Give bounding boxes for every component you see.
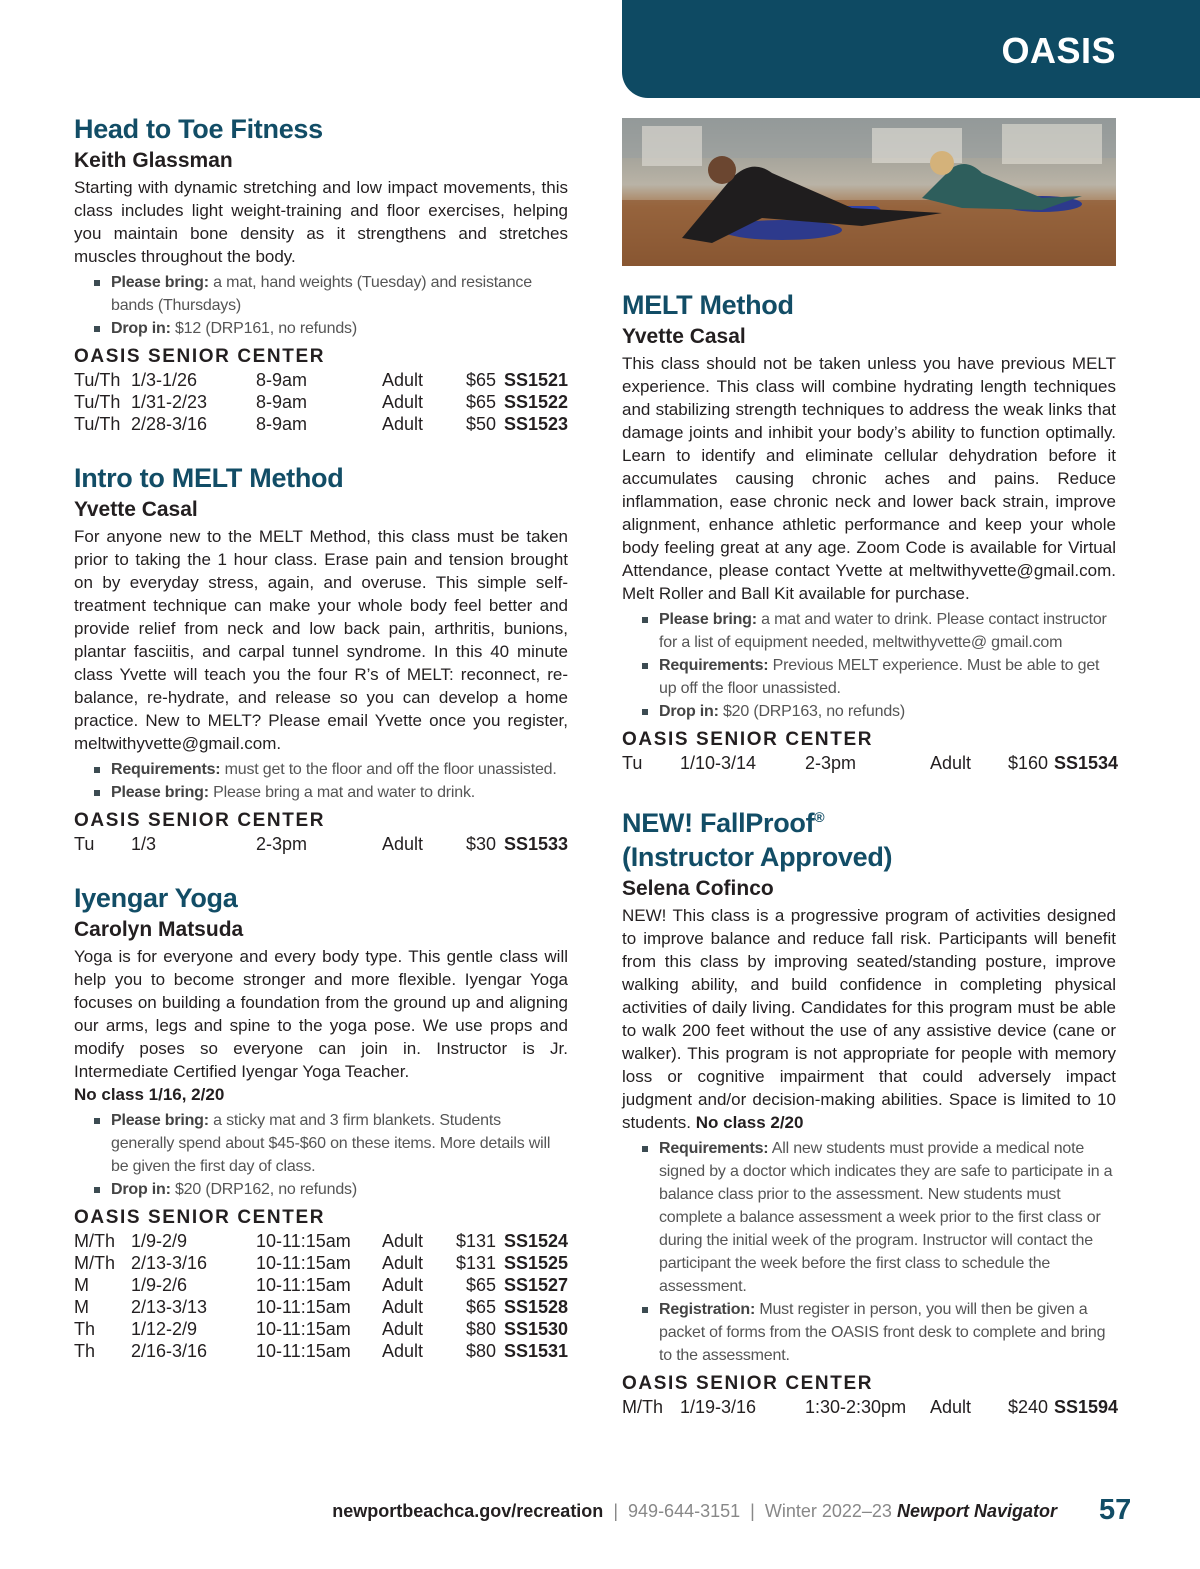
class-title: Intro to MELT Method <box>74 463 344 493</box>
bullet-item <box>659 1298 1116 1367</box>
dates-cell: 2/13-3/16 <box>131 1253 208 1273</box>
course-code-cell: SS1533 <box>503 834 568 854</box>
bullet-text: Please bring a mat and water to drink. <box>208 784 476 801</box>
description-text: NEW! This class is a progressive program of activities designed to improve balance and reduce fall risk. Participants will benefit from this class by improving seated/standing posture, improve walking ability, and build confidence in completing physical activities of daily living. Candidates for this program must be able to walk 200 feet without the use of any assistive device (cane or walker). This program is not appropriate for people with memory loss or cognitive impairment that could adversely impact judgment and/or decision-making abilities. Space is limited to 10 students. <box>622 906 1116 1132</box>
course-code-cell: SS1594 <box>1054 1397 1119 1417</box>
class-photo <box>622 118 1116 266</box>
page-number: 57 <box>1099 1494 1132 1526</box>
bullet-label: Please bring: <box>111 784 209 801</box>
course-code-cell: SS1522 <box>503 392 568 412</box>
no-class-note: No class 2/20 <box>695 1113 804 1132</box>
time-cell: 10-11:15am <box>256 1275 351 1295</box>
schedule-table <box>74 833 568 855</box>
bullet-label: Please bring: <box>111 1112 209 1129</box>
time-cell: 10-11:15am <box>256 1253 351 1273</box>
age-cell: Adult <box>382 1275 424 1295</box>
price-cell: $65 <box>465 370 496 390</box>
bullet-label: Drop in: <box>111 1181 171 1198</box>
instructor-name: Carolyn Matsuda <box>74 918 244 941</box>
day-cell: M/Th <box>74 1231 116 1251</box>
bullet-text: $12 (DRP161, no refunds) <box>170 320 357 337</box>
bullet-text: a mat, hand weights (Tuesday) and resistance bands (Thursdays) <box>111 274 532 314</box>
bullet-label: Drop in: <box>111 320 171 337</box>
price-cell: $80 <box>465 1341 496 1361</box>
page-footer <box>0 1498 1057 1524</box>
dates-cell: 1/12-2/9 <box>131 1319 198 1339</box>
schedule-row <box>74 1318 568 1340</box>
age-cell: Adult <box>382 1253 424 1273</box>
price-cell: $50 <box>465 414 496 434</box>
price-cell: $30 <box>465 834 496 854</box>
details-list <box>74 271 568 340</box>
course-code-cell: SS1525 <box>503 1253 568 1273</box>
course-code-cell: SS1528 <box>503 1297 568 1317</box>
age-cell: Adult <box>382 392 424 412</box>
price-cell: $65 <box>465 1275 496 1295</box>
bullet-item <box>659 608 1116 654</box>
price-cell: $65 <box>465 1297 496 1317</box>
location-heading: OASIS SENIOR CENTER <box>74 1207 326 1228</box>
dates-cell: 1/3 <box>131 834 157 854</box>
footer-phone: 949-644-3151 <box>628 1501 741 1521</box>
time-cell: 2-3pm <box>256 834 308 854</box>
location-heading: OASIS SENIOR CENTER <box>74 810 326 831</box>
time-cell: 10-11:15am <box>256 1341 351 1361</box>
time-cell: 1:30-2:30pm <box>805 1397 907 1417</box>
price-cell: $160 <box>1007 753 1048 773</box>
bullet-label: Drop in: <box>659 703 719 720</box>
age-cell: Adult <box>930 753 972 773</box>
price-cell: $131 <box>455 1231 496 1251</box>
details-list <box>622 608 1116 723</box>
schedule-row <box>74 391 568 413</box>
time-cell: 2-3pm <box>805 753 857 773</box>
bullet-item <box>111 271 568 317</box>
class-title: Iyengar Yoga <box>74 883 238 913</box>
schedule-row <box>74 1252 568 1274</box>
course-code-cell: SS1524 <box>503 1231 568 1251</box>
footer-separator: | <box>613 1501 619 1521</box>
day-cell: Th <box>74 1341 96 1361</box>
photo-illustration <box>622 118 1116 266</box>
schedule-table <box>74 369 568 435</box>
section-head-to-toe <box>74 112 568 435</box>
time-cell: 8-9am <box>256 392 308 412</box>
age-cell: Adult <box>382 1231 424 1251</box>
class-description: Starting with dynamic stretching and low impact movements, this class includes light weight-training and floor exercises, helping you maintain bone density as it strengthens and stretches muscles throughout the body. <box>74 178 568 266</box>
time-cell: 10-11:15am <box>256 1319 351 1339</box>
schedule-row <box>622 1396 1116 1418</box>
bullet-item <box>111 758 568 781</box>
footer-website-link[interactable]: newportbeachca.gov/recreation <box>332 1501 604 1521</box>
section-fallproof <box>622 800 1119 1418</box>
class-description: For anyone new to the MELT Method, this class must be taken prior to taking the 1 hour class. Erase pain and tension brought on by everyday stress, again, and overuse. This simple self-treatment technique can make your whole body feel better and provide relief from neck and low back pain, arthritis, bunions, plantar fasciitis, and carpal tunnel syndrome. In this 40 minute class Yvette will teach you the four R’s of MELT: reconnect, re-balance, re-hydrate, and release so you can develop a home practice. New to MELT? Please email Yvette once you register, meltwithyvette@gmail.com. <box>74 527 568 753</box>
section-melt-method <box>622 288 1119 774</box>
day-cell: Tu <box>622 753 643 773</box>
bullet-label: Requirements: <box>659 1140 769 1157</box>
time-cell: 8-9am <box>256 370 308 390</box>
dates-cell: 2/13-3/13 <box>131 1297 208 1317</box>
location-heading: OASIS SENIOR CENTER <box>622 729 874 750</box>
left-column <box>74 112 568 1388</box>
age-cell: Adult <box>382 834 424 854</box>
instructor-name: Yvette Casal <box>74 498 198 521</box>
bullet-text: $20 (DRP163, no refunds) <box>718 703 905 720</box>
day-cell: M/Th <box>622 1397 664 1417</box>
price-cell: $240 <box>1007 1397 1048 1417</box>
dates-cell: 1/19-3/16 <box>680 1397 757 1417</box>
header-tab <box>622 0 1200 98</box>
day-cell: Th <box>74 1319 96 1339</box>
dates-cell: 1/9-2/9 <box>131 1231 188 1251</box>
day-cell: Tu/Th <box>74 370 121 390</box>
class-description: This class should not be taken unless you have previous MELT experience. This class will combine hydrating length techniques and stabilizing strength techniques to address the weak links that damage joints and inhibit your body’s ability to function optimally. Learn to identify and eliminate cellular dehydration before it accumulates causing chronic aches and pains. Reduce inflammation, ease chronic neck and lower back strain, improve alignment, enhance athletic performance and keep your whole body feeling great at any age. Zoom Code is available for Virtual Attendance, please contact Yvette at meltwithyvette@gmail.com. Melt Roller and Ball Kit available for purchase. <box>622 354 1116 603</box>
footer-season: Winter 2022–23 <box>764 1501 892 1521</box>
details-list <box>74 1109 568 1201</box>
instructor-name: Yvette Casal <box>622 325 746 348</box>
bullet-item <box>111 1178 568 1201</box>
no-class-note: No class 1/16, 2/20 <box>74 1085 225 1104</box>
dates-cell: 1/31-2/23 <box>131 392 208 412</box>
age-cell: Adult <box>382 1297 424 1317</box>
schedule-row <box>74 1296 568 1318</box>
day-cell: M <box>74 1297 89 1317</box>
price-cell: $80 <box>465 1319 496 1339</box>
day-cell: Tu/Th <box>74 392 121 412</box>
bullet-item <box>111 317 568 340</box>
course-code-cell: SS1530 <box>503 1319 568 1339</box>
footer-separator: | <box>750 1501 755 1521</box>
dates-cell: 1/10-3/14 <box>680 753 757 773</box>
bullet-label: Requirements: <box>659 657 769 674</box>
class-title-line1: NEW! FallProof <box>622 808 815 838</box>
course-code-cell: SS1521 <box>503 370 568 390</box>
price-cell: $131 <box>455 1253 496 1273</box>
schedule-row <box>74 833 568 855</box>
dates-cell: 1/9-2/6 <box>131 1275 188 1295</box>
class-title: Head to Toe Fitness <box>74 114 323 144</box>
header-tab-title: OASIS <box>1001 30 1116 71</box>
age-cell: Adult <box>382 414 424 434</box>
price-cell: $65 <box>465 392 496 412</box>
schedule-row <box>74 1274 568 1296</box>
right-column <box>622 288 1119 1444</box>
bullet-item <box>659 700 1116 723</box>
age-cell: Adult <box>382 1319 424 1339</box>
schedule-row <box>74 1230 568 1252</box>
class-description: Yoga is for everyone and every body type. This gentle class will help you to become stronger and more flexible. Iyengar Yoga focuses on building a foundation from the ground up and aligning our arms, legs and spine to the yoga pose. We use props and modify poses so everyone can join in. Instructor is Jr. Intermediate Certified Iyengar Yoga Teacher. <box>74 947 568 1081</box>
age-cell: Adult <box>930 1397 972 1417</box>
bullet-label: Requirements: <box>111 761 221 778</box>
bullet-text: a sticky mat and 3 firm blankets. Students generally spend about $45-$60 on these items. More details will be given the first day of class. <box>111 1112 551 1175</box>
course-code-cell: SS1523 <box>503 414 568 434</box>
class-description <box>622 904 1116 1134</box>
time-cell: 8-9am <box>256 414 308 434</box>
details-list <box>74 758 568 804</box>
details-list <box>622 1137 1116 1367</box>
dates-cell: 1/3-1/26 <box>131 370 198 390</box>
day-cell: Tu/Th <box>74 414 121 434</box>
class-title-line2: (Instructor Approved) <box>622 842 893 872</box>
bullet-item <box>111 781 568 804</box>
bullet-label: Please bring: <box>659 611 757 628</box>
day-cell: Tu <box>74 834 95 854</box>
course-code-cell: SS1534 <box>1054 753 1119 773</box>
section-intro-melt <box>74 461 568 855</box>
bullet-item <box>659 1137 1116 1298</box>
age-cell: Adult <box>382 370 424 390</box>
schedule-row <box>74 369 568 391</box>
schedule-table <box>74 1230 568 1362</box>
day-cell: M <box>74 1275 89 1295</box>
instructor-name: Keith Glassman <box>74 149 233 172</box>
course-code-cell: SS1527 <box>503 1275 568 1295</box>
bullet-text: a mat and water to drink. Please contact instructor for a list of equipment needed, meltwithyvette@ gmail.com <box>659 611 1107 651</box>
schedule-row <box>74 1340 568 1362</box>
dates-cell: 2/28-3/16 <box>131 414 208 434</box>
age-cell: Adult <box>382 1341 424 1361</box>
schedule-row <box>622 752 1116 774</box>
schedule-row <box>74 413 568 435</box>
course-code-cell: SS1531 <box>503 1341 568 1361</box>
location-heading: OASIS SENIOR CENTER <box>74 346 326 367</box>
section-iyengar-yoga <box>74 881 568 1362</box>
class-title <box>622 800 1116 874</box>
instructor-name: Selena Cofinco <box>622 877 774 900</box>
registered-mark: ® <box>814 809 825 825</box>
bullet-label: Please bring: <box>111 274 209 291</box>
bullet-text: Previous MELT experience. Must be able to get up off the floor unassisted. <box>659 657 1100 697</box>
footer-magazine-name: Newport Navigator <box>896 1501 1057 1521</box>
time-cell: 10-11:15am <box>256 1297 351 1317</box>
bullet-item <box>659 654 1116 700</box>
bullet-text: $20 (DRP162, no refunds) <box>170 1181 357 1198</box>
bullet-item <box>111 1109 568 1178</box>
dates-cell: 2/16-3/16 <box>131 1341 208 1361</box>
time-cell: 10-11:15am <box>256 1231 351 1251</box>
location-heading: OASIS SENIOR CENTER <box>622 1373 874 1394</box>
day-cell: M/Th <box>74 1253 116 1273</box>
bullet-text: must get to the floor and off the floor unassisted. <box>220 761 557 778</box>
bullet-text: Must register in person, you will then be given a packet of forms from the OASIS front desk to complete and bring to the assessment. <box>659 1301 1106 1364</box>
schedule-table <box>622 752 1119 774</box>
bullet-label: Registration: <box>659 1301 756 1318</box>
schedule-table <box>622 1396 1119 1418</box>
class-title: MELT Method <box>622 290 794 320</box>
bullet-text: All new students must provide a medical note signed by a doctor which indicates they are safe to participate in a balance class prior to the assessment. New students must complete a balance assessment a week prior to the first class or during the initial week of the program. Instructor will contact the participant the week before the first class to schedule the assessment. <box>659 1140 1113 1295</box>
